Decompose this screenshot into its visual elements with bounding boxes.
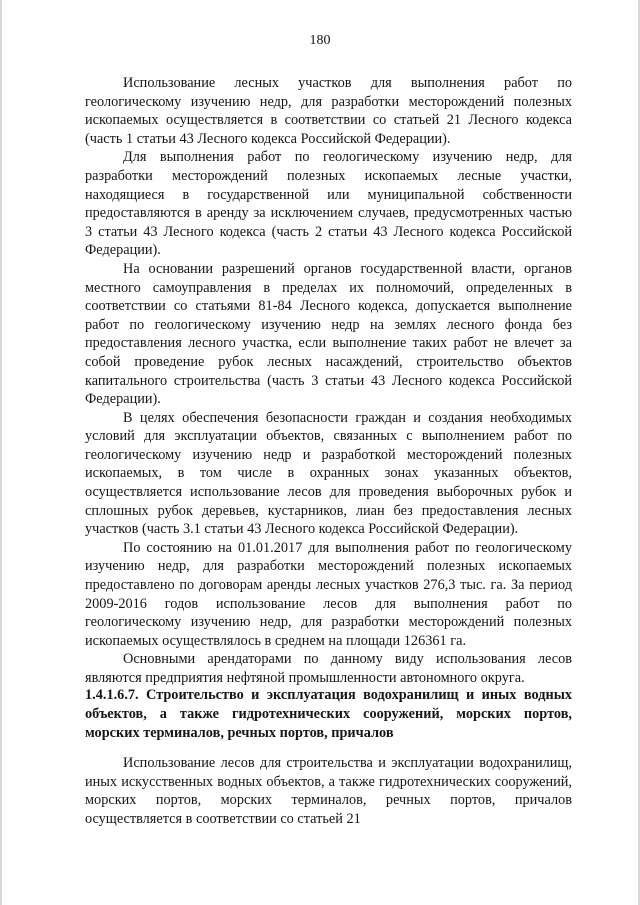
- paragraph: Использование лесов для строительства и эксплуатации водохранилищ, иных искусственных водных объектов, а также гидротехнических сооружений, морских портов, морских терминалов, речных портов, причалов осуществляется в соответствии со статьей 21: [85, 755, 572, 827]
- section-heading: 1.4.1.6.7. Строительство и эксплуатация водохранилищ и иных водных объектов, а также гидротехнических сооружений, морских портов, морских терминалов, речных портов, причалов: [85, 687, 572, 741]
- paragraph: Для выполнения работ по геологическому изучению недр, для разработки месторождений полезных ископаемых лесные участки, находящиеся в государственной или муниципальной собственности предоставляются в аренду за исключением случаев, предусмотренных частью 3 статьи 43 Лесного кодекса (часть 2 статьи 43 Лесного кодекса Российской Федерации).: [85, 149, 572, 259]
- paragraph: На основании разрешений органов государственной власти, органов местного самоуправления в пределах их полномочий, определенных в соответствии со статьями 81-84 Лесного кодекса, допускается выполнение работ по геологическому изучению недр на землях лесного фонда без предоставления лесного участка, если выполнение таких работ не влечет за собой проведение рубок лесных насаждений, строительство объектов капитального строительства (часть 3 статьи 43 Лесного кодекса Российской Федерации).: [85, 260, 572, 408]
- scan-edge-left: [0, 0, 2, 905]
- section-text: [85, 754, 572, 828]
- paragraph: По состоянию на 01.01.2017 для выполнения работ по геологическому изучению недр, для разработки месторождений полезных ископаемых предоставлено по договорам аренды лесных участков 276,3 тыс. га. За период 2009-2016 годов использование лесов для выполнения работ по геологическому изучению недр, для разработки месторождений полезных ископаемых осуществлялось в среднем на площади 126361 га.: [85, 539, 572, 649]
- paragraph: Основными арендаторами по данному виду использования лесов являются предприятия нефтяной промышленности автономного округа.: [85, 651, 572, 686]
- body-text: [85, 74, 572, 688]
- page-number: 180: [309, 33, 331, 48]
- paragraph: Использование лесных участков для выполнения работ по геологическому изучению недр, для разработки месторождений полезных ископаемых осуществляется в соответствии со статьей 21 Лесного кодекса (часть 1 статьи 43 Лесного кодекса Российской Федерации).: [85, 75, 572, 147]
- paragraph: В целях обеспечения безопасности граждан и создания необходимых условий для эксплуатации объектов, связанных с выполнением работ по геологическому изучению недр и разработкой месторождений полезных ископаемых, в том числе в охранных зонах указанных объектов, осуществляется использование лесов для проведения выборочных рубок и сплошных рубок деревьев, кустарников, лиан без предоставления лесных участков (часть 3.1 статьи 43 Лесного кодекса Российской Федерации).: [85, 409, 572, 538]
